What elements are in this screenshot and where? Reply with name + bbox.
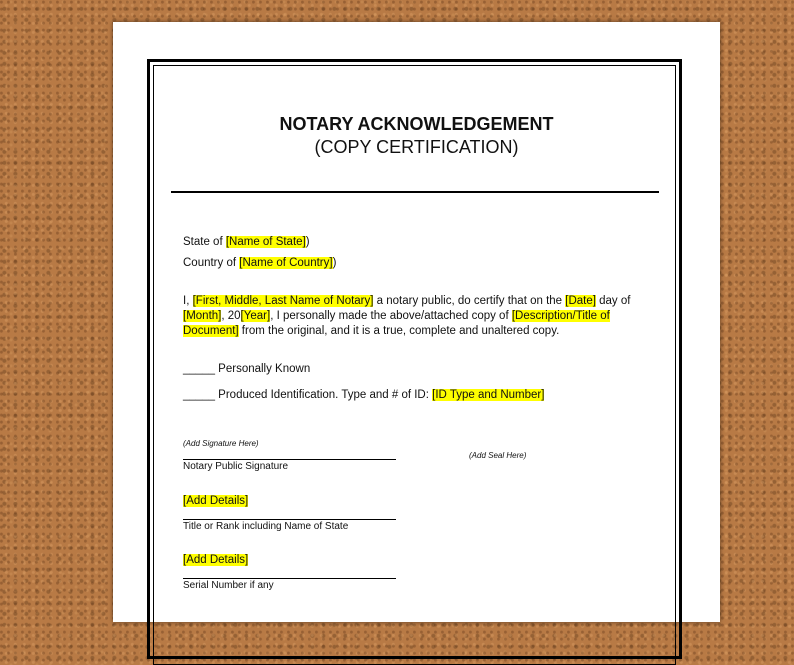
serial-label: Serial Number if any bbox=[183, 580, 274, 591]
document-subtitle: (COPY CERTIFICATION) bbox=[314, 137, 519, 157]
title-line bbox=[183, 519, 396, 520]
option-personally-known: _____ Personally Known bbox=[183, 363, 311, 375]
add-details-field-1[interactable]: [Add Details] bbox=[183, 495, 249, 507]
year-field[interactable]: [Year] bbox=[240, 310, 271, 322]
date-field[interactable]: [Date] bbox=[565, 295, 596, 307]
certification-paragraph-line3: Document] from the original, and it is a true, complete and unaltered copy. bbox=[183, 325, 560, 337]
details-field-2 bbox=[183, 554, 248, 566]
title-label: Title or Rank including Name of State bbox=[183, 521, 349, 532]
serial-line bbox=[183, 578, 396, 579]
document-title: NOTARY ACKNOWLEDGEMENT bbox=[279, 114, 554, 134]
id-type-field[interactable]: [ID Type and Number] bbox=[432, 389, 545, 401]
details-field-1 bbox=[183, 495, 248, 507]
signature-line[interactable] bbox=[183, 459, 396, 460]
seal-hint: (Add Seal Here) bbox=[469, 451, 527, 460]
certification-paragraph-line2: [Month], 20[Year], I personally made the above/attached copy of [Description/Title of bbox=[183, 310, 610, 322]
certification-paragraph-line1: I, [First, Middle, Last Name of Notary] a notary public, do certify that on the [Date] day of bbox=[183, 295, 631, 307]
country-field[interactable]: [Name of Country] bbox=[239, 257, 333, 269]
document-description-field[interactable]: [Description/Title of bbox=[511, 310, 610, 322]
signature-label: Notary Public Signature bbox=[183, 461, 289, 472]
document-page bbox=[113, 22, 720, 622]
title-divider bbox=[171, 191, 659, 193]
option-produced-id: _____ Produced Identification. Type and # of ID: [ID Type and Number] bbox=[183, 389, 545, 401]
signature-hint: (Add Signature Here) bbox=[183, 439, 259, 448]
notary-name-field[interactable]: [First, Middle, Last Name of Notary] bbox=[192, 295, 374, 307]
month-field[interactable]: [Month] bbox=[183, 310, 222, 322]
document-description-field-cont[interactable]: Document] bbox=[183, 325, 239, 337]
state-field[interactable]: [Name of State] bbox=[225, 236, 306, 248]
state-line: State of [Name of State]) bbox=[183, 236, 310, 248]
add-details-field-2[interactable]: [Add Details] bbox=[183, 554, 249, 566]
country-line: Country of [Name of Country]) bbox=[183, 257, 337, 269]
